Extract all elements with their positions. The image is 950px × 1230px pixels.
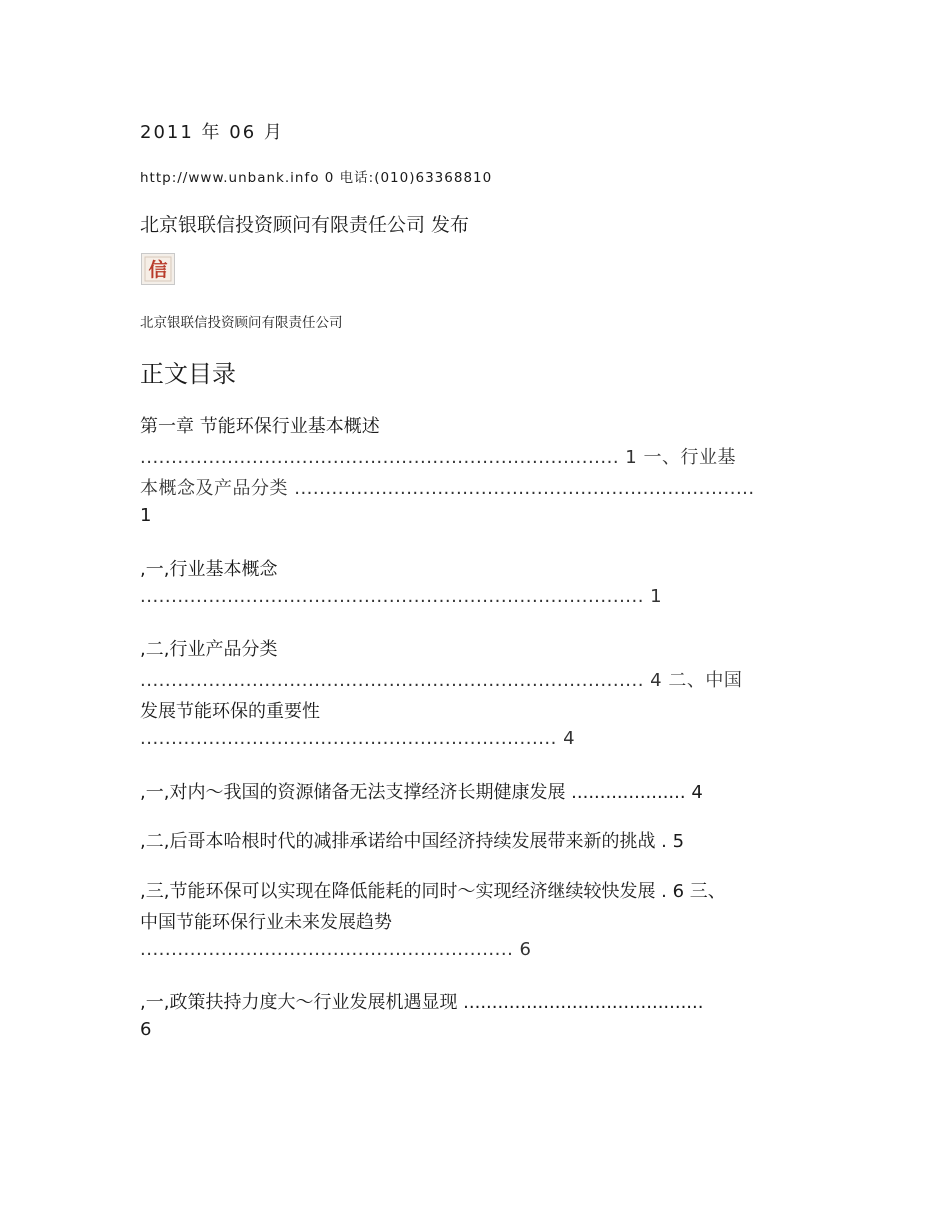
toc-item-2-1[interactable]: ,一,对内～我国的资源储备无法支撑经济长期健康发展 .................... 4 (140, 782, 703, 803)
company-logo (141, 253, 175, 285)
toc-page-number[interactable]: 1 (140, 505, 152, 526)
toc-line-dots-1[interactable]: ............................................................................. 1 一、行业基 (140, 447, 736, 468)
toc-chapter-1[interactable]: 第一章 节能环保行业基本概述 (140, 416, 380, 437)
logo-glyph: 信 (148, 259, 168, 281)
toc-line-2[interactable]: 本概念及产品分类 .......................................................................... (140, 478, 755, 499)
toc-item-1-2[interactable]: ,二,行业产品分类 (140, 639, 278, 660)
toc-item-2-2[interactable]: ,二,后哥本哈根时代的减排承诺给中国经济持续发展带来新的挑战 . 5 (140, 831, 685, 852)
toc-title: 正文目录 (140, 360, 236, 388)
toc-section-3-dots[interactable]: ............................................................ 6 (140, 939, 532, 960)
toc-section-3[interactable]: 中国节能环保行业未来发展趋势 (140, 912, 392, 933)
toc-item-3-1[interactable]: ,一,政策扶持力度大～行业发展机遇显现 .......................................... (140, 992, 704, 1013)
contact-line: http://www.unbank.info 0 电话:(010)63368810 (140, 170, 493, 186)
company-name: 北京银联信投资顾问有限责任公司 (140, 315, 343, 331)
toc-item-1-1-dots[interactable]: ................................................................................. 1 (140, 586, 663, 607)
report-date: 2011 年 06 月 (140, 122, 284, 143)
logo-icon (144, 256, 172, 282)
publisher-line: 北京银联信投资顾问有限责任公司 发布 (140, 214, 470, 236)
toc-item-1-2-dots[interactable]: ................................................................................. 4 二、中国 (140, 670, 743, 691)
toc-item-1-1[interactable]: ,一,行业基本概念 (140, 559, 278, 580)
toc-item-3-1-page[interactable]: 6 (140, 1019, 152, 1040)
toc-section-2-dots[interactable]: ................................................................... 4 (140, 728, 576, 749)
toc-item-2-3[interactable]: ,三,节能环保可以实现在降低能耗的同时～实现经济继续较快发展 . 6 三、 (140, 881, 726, 902)
toc-section-2[interactable]: 发展节能环保的重要性 (140, 701, 320, 722)
